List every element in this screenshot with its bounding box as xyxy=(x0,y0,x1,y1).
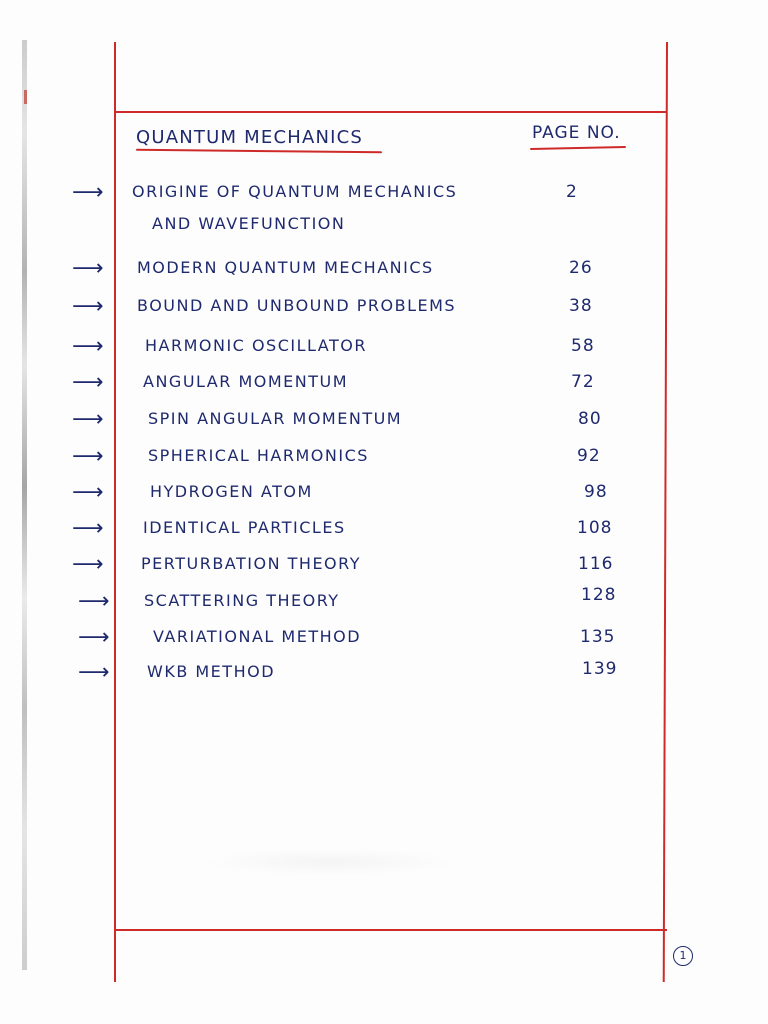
toc-page-number: 80 xyxy=(578,409,602,429)
arrow-icon: ⟶ xyxy=(72,480,104,505)
arrow-icon: ⟶ xyxy=(78,625,110,650)
paper-smudge xyxy=(200,848,460,876)
toc-topic: SCATTERING THEORY xyxy=(144,591,340,610)
arrow-icon: ⟶ xyxy=(72,407,104,432)
toc-page-number: 58 xyxy=(571,336,595,356)
page-number-column-header: PAGE NO. xyxy=(532,123,621,143)
toc-page-number: 72 xyxy=(571,372,595,392)
toc-topic: HYDROGEN ATOM xyxy=(150,482,313,501)
toc-page-number: 26 xyxy=(569,258,593,278)
toc-topic: BOUND AND UNBOUND PROBLEMS xyxy=(137,296,457,315)
toc-page-number: 128 xyxy=(581,585,617,605)
toc-page-number: 139 xyxy=(582,659,618,679)
toc-topic: ANGULAR MOMENTUM xyxy=(143,372,349,391)
arrow-icon: ⟶ xyxy=(72,334,104,359)
toc-topic: ORIGINE OF QUANTUM MECHANICS xyxy=(132,182,458,201)
toc-topic: PERTURBATION THEORY xyxy=(141,554,362,573)
arrow-icon: ⟶ xyxy=(72,516,104,541)
toc-page-number: 98 xyxy=(584,482,608,502)
toc-topic: SPIN ANGULAR MOMENTUM xyxy=(148,409,403,428)
toc-topic: VARIATIONAL METHOD xyxy=(153,627,362,646)
arrow-icon: ⟶ xyxy=(72,370,104,395)
toc-topic: MODERN QUANTUM MECHANICS xyxy=(137,258,434,277)
toc-page-number: 92 xyxy=(577,446,601,466)
toc-topic: SPHERICAL HARMONICS xyxy=(148,446,369,465)
arrow-icon: ⟶ xyxy=(72,444,104,469)
arrow-icon: ⟶ xyxy=(72,256,104,281)
toc-page-number: 2 xyxy=(566,182,578,202)
toc-topic: HARMONIC OSCILLATOR xyxy=(145,336,367,355)
arrow-icon: ⟶ xyxy=(72,552,104,577)
toc-topic: IDENTICAL PARTICLES xyxy=(143,518,346,537)
toc-topic-continuation: AND WAVEFUNCTION xyxy=(152,214,346,233)
toc-page-number: 108 xyxy=(577,518,613,538)
arrow-icon: ⟶ xyxy=(78,589,110,614)
toc-page-number: 135 xyxy=(580,627,616,647)
page-title: QUANTUM MECHANICS xyxy=(136,127,364,148)
arrow-icon: ⟶ xyxy=(72,180,104,205)
toc-topic: WKB METHOD xyxy=(147,662,276,681)
toc-page-number: 38 xyxy=(569,296,593,316)
arrow-icon: ⟶ xyxy=(72,294,104,319)
page-number-circle: 1 xyxy=(673,946,693,966)
arrow-icon: ⟶ xyxy=(78,660,110,685)
toc-page-number: 116 xyxy=(578,554,614,574)
